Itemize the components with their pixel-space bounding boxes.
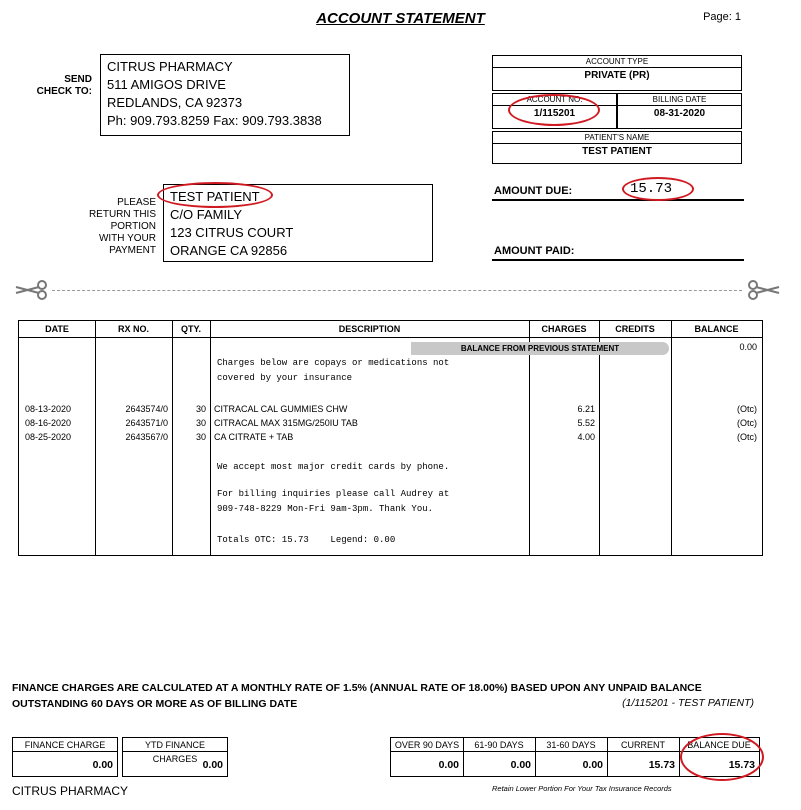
billing-date-box: BILLING DATE 08-31-2020 xyxy=(617,93,742,129)
page-title: ACCOUNT STATEMENT xyxy=(316,10,485,27)
account-type-box: ACCOUNT TYPE PRIVATE (PR) xyxy=(492,55,742,91)
patient-name-box: PATIENT'S NAME TEST PATIENT xyxy=(492,131,742,164)
finance-charge-box: FINANCE CHARGE 0.00 xyxy=(12,737,118,777)
amount-due-value: 15.73 xyxy=(630,181,673,197)
remit-name: CITRUS PHARMACY xyxy=(107,59,233,74)
finance-charge-value: 0.00 xyxy=(92,759,113,771)
previous-balance-value: 0.00 xyxy=(739,342,757,352)
retain-note: Retain Lower Portion For Your Tax Insurance Records xyxy=(492,784,672,793)
aging-over90: OVER 90 DAYS 0.00 xyxy=(391,738,463,774)
scissors-icon xyxy=(14,279,50,301)
ytd-finance-box: YTD FINANCE CHARGES 0.00 xyxy=(122,737,228,777)
amount-paid-line xyxy=(492,259,744,261)
page-number: Page: 1 xyxy=(703,11,741,23)
aging-balance-due: BALANCE DUE 15.73 xyxy=(679,738,759,774)
table-header: DATE RX NO. QTY. DESCRIPTION CHARGES CREDITS BALANCE xyxy=(19,321,762,338)
amount-due-label: AMOUNT DUE: xyxy=(494,185,573,197)
finance-notice-line1: FINANCE CHARGES ARE CALCULATED AT A MONTHLY RATE OF 1.5% (ANNUAL RATE OF 18.00%) BASED UPON ANY UNPAID BALANCE xyxy=(12,682,702,694)
annotation-circle xyxy=(680,733,764,781)
remit-street: 511 AMIGOS DRIVE xyxy=(107,77,226,92)
scissors-icon xyxy=(745,279,781,301)
remit-address-box xyxy=(100,54,350,136)
cut-line xyxy=(52,290,742,291)
statement-table: DATE RX NO. QTY. DESCRIPTION CHARGES CREDITS BALANCE BALANCE FROM PREVIOUS STATEMENT 0.00 Charges below are copays or medications not covered by your insurance 08-13-2020 2643574/0 30 CITRACAL CAL GUMMIES CHW 6.21 (Otc) 08-16-2020 2643571/0 30 CITRACAL MAX 315MG/250IU TAB 5.52 (Otc) 08-25-2020 2643567/0 30 CA CITRATE + TAB 4.00 (Otc) We accept most major credit cards by phone. For billing inquiries please call Audrey at 909-748-8229 Mon-Fri 9am-3pm. Thank You. Totals OTC: 15.73 Legend: 0.00 xyxy=(18,320,763,556)
return-portion-label: PLEASE RETURN THIS PORTION WITH YOUR PAYMENT xyxy=(88,197,156,256)
annotation-circle xyxy=(508,94,600,126)
account-no-box: ACCOUNT NO. 1/115201 xyxy=(492,93,617,129)
remit-phone: Ph: 909.793.8259 Fax: 909.793.3838 xyxy=(107,113,322,128)
footer-pharmacy-name: CITRUS PHARMACY xyxy=(12,784,129,798)
account-type-value: PRIVATE (PR) xyxy=(584,70,650,81)
patient-address-box: TEST PATIENT C/O FAMILY 123 CITRUS COURT ORANGE CA 92856 xyxy=(163,184,433,262)
send-to-label: SEND CHECK TO: xyxy=(36,74,92,97)
account-no-value: 1/115201 xyxy=(533,108,576,119)
aging-current: CURRENT 15.73 xyxy=(607,738,679,774)
previous-balance-bar: BALANCE FROM PREVIOUS STATEMENT xyxy=(411,342,669,355)
aging-31-60: 31-60 DAYS 0.00 xyxy=(535,738,607,774)
amount-paid-label: AMOUNT PAID: xyxy=(494,245,575,257)
account-reference: (1/115201 - TEST PATIENT) xyxy=(622,697,754,709)
patient-name: TEST PATIENT xyxy=(170,189,260,204)
billing-date-value: 08-31-2020 xyxy=(653,108,706,119)
annotation-circle xyxy=(622,177,694,201)
amount-due-line xyxy=(492,199,744,201)
totals-line: Totals OTC: 15.73 Legend: 0.00 xyxy=(217,535,396,545)
remit-city: REDLANDS, CA 92373 xyxy=(107,95,243,110)
annotation-circle xyxy=(157,182,273,208)
patient-name-value: TEST PATIENT xyxy=(582,146,652,157)
aging-61-90: 61-90 DAYS 0.00 xyxy=(463,738,535,774)
ytd-finance-value: 0.00 xyxy=(202,759,223,771)
finance-notice-line2: OUTSTANDING 60 DAYS OR MORE AS OF BILLING DATE xyxy=(12,698,298,710)
